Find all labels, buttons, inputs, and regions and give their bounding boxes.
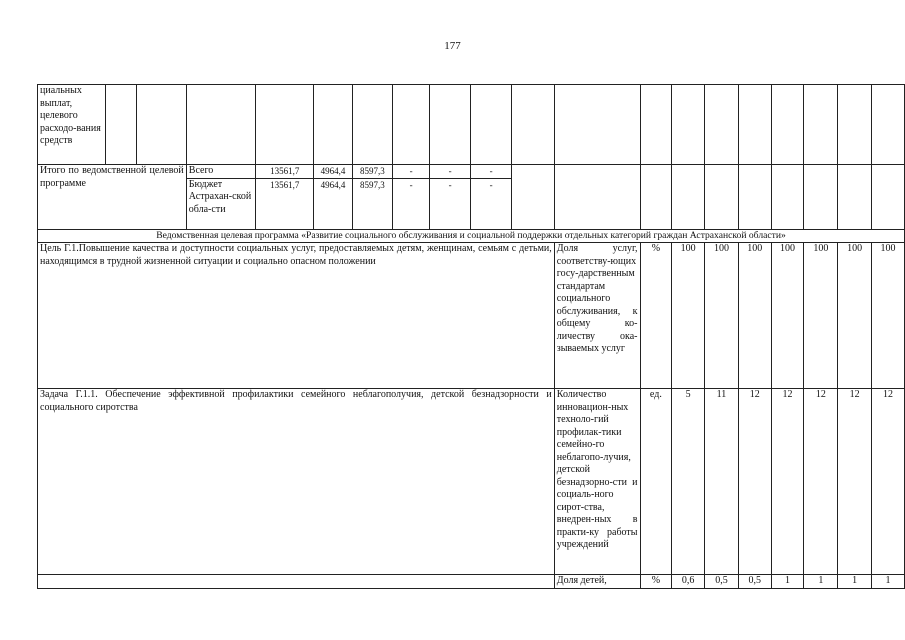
last-value: 1 — [838, 575, 872, 589]
last-value: 0,5 — [738, 575, 771, 589]
task-unit: ед. — [640, 389, 672, 575]
goal-unit: % — [640, 243, 672, 389]
goal-value: 100 — [838, 243, 872, 389]
task-value: 12 — [872, 389, 905, 575]
value-cell: 13561,7 — [256, 165, 314, 179]
table-row — [38, 85, 905, 165]
source-cell: Всего — [186, 165, 256, 179]
goal-value: 100 — [872, 243, 905, 389]
source-cell: Бюджет Астрахан-ской обла-сти — [186, 178, 256, 229]
table-row — [38, 229, 905, 243]
goal-value: 100 — [738, 243, 771, 389]
task-value: 12 — [804, 389, 838, 575]
value-cell: 8597,3 — [352, 165, 392, 179]
task-value: 11 — [705, 389, 739, 575]
value-cell: - — [470, 165, 511, 179]
program-title: Ведомственная целевая программа «Развитие социального обслуживания и социальной поддержки отдельных категорий граждан Астраханской области» — [38, 229, 905, 243]
goal-indicator: Доля услуг, соответству-ющих госу-дарственным стандартам социального обслуживания, к общему ко-личеству ока-зываемых услуг — [554, 243, 640, 389]
value-cell: 13561,7 — [256, 178, 314, 229]
value-cell: 4964,4 — [314, 178, 353, 229]
page-number: 177 — [444, 40, 461, 52]
program-table — [37, 84, 905, 589]
task-text: Задача Г.1.1. Обеспечение эффективной профилактики семейного неблагополучия, детской безнадзорности и социального сиротства — [38, 389, 555, 575]
total-label: Итого по ведомственной целевой программе — [38, 165, 187, 230]
last-value: 1 — [771, 575, 804, 589]
table-row — [38, 575, 905, 589]
last-value: 1 — [804, 575, 838, 589]
task-value: 12 — [838, 389, 872, 575]
table-row — [38, 165, 905, 179]
value-cell: - — [430, 165, 471, 179]
goal-value: 100 — [672, 243, 705, 389]
goal-value: 100 — [771, 243, 804, 389]
goal-text: Цель Г.1.Повышение качества и доступности социальных услуг, предоставляемых детям, женщинам, семьям с детьми, находящимся в трудной жизненной ситуации и социально опасном положении — [38, 243, 555, 389]
last-value: 1 — [872, 575, 905, 589]
value-cell: - — [430, 178, 471, 229]
value-cell: - — [470, 178, 511, 229]
value-cell: 4964,4 — [314, 165, 353, 179]
value-cell: - — [392, 178, 430, 229]
last-indicator: Доля детей, — [554, 575, 640, 589]
goal-value: 100 — [705, 243, 739, 389]
task-indicator: Количество инновацион-ных техноло-гий профилак-тики семейно-го неблагопо-лучия, детской безнадзорно-сти и социаль-ного сирот-ства, внедрен-ных в практи-ку работы учреждений — [554, 389, 640, 575]
goal-value: 100 — [804, 243, 838, 389]
row-fragment-label: циальных выплат, целевого расходо-вания средств — [38, 85, 106, 165]
value-cell: - — [392, 165, 430, 179]
task-value: 12 — [738, 389, 771, 575]
last-value: 0,5 — [705, 575, 739, 589]
last-unit: % — [640, 575, 672, 589]
table-row — [38, 243, 905, 389]
table-row — [38, 389, 905, 575]
task-value: 5 — [672, 389, 705, 575]
last-value: 0,6 — [672, 575, 705, 589]
value-cell: 8597,3 — [352, 178, 392, 229]
task-value: 12 — [771, 389, 804, 575]
